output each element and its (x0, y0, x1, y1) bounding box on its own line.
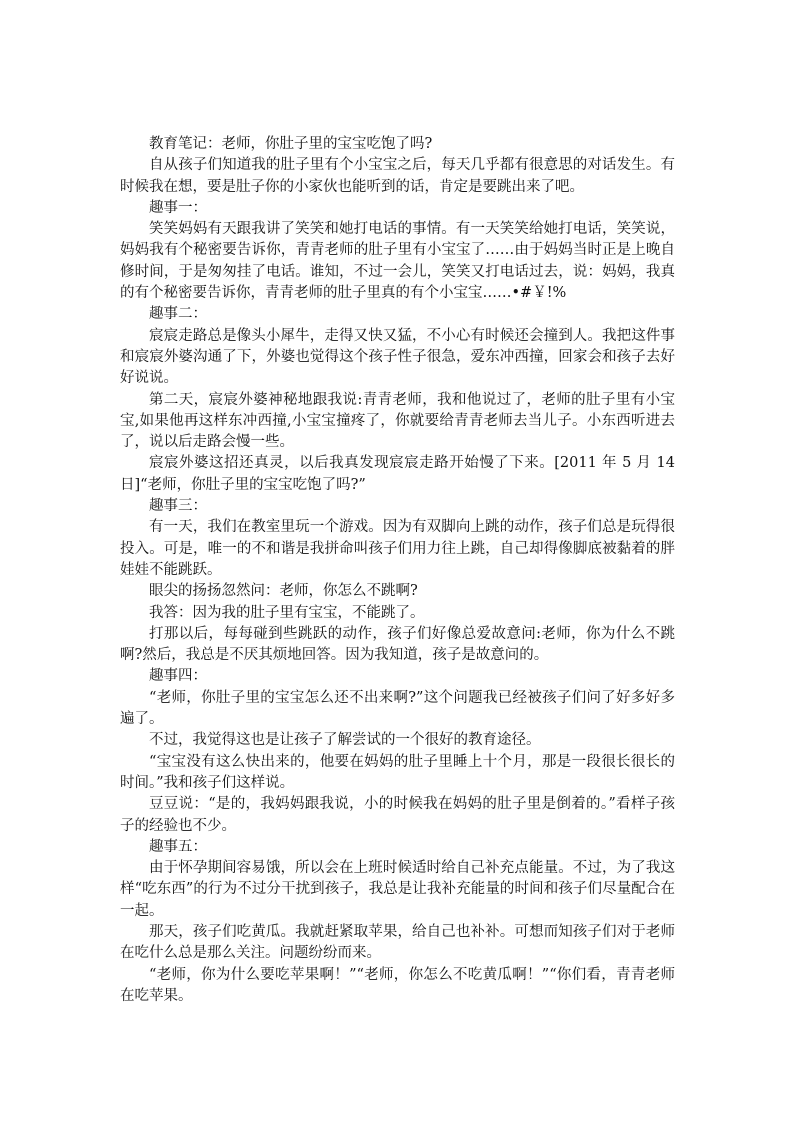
paragraph: 豆豆说：“是的，我妈妈跟我说，小的时候我在妈妈的肚子里是倒着的。”看样子孩子的经验也不少。 (120, 796, 675, 834)
paragraph: 那天，孩子们吃黄瓜。我就赶紧取苹果，给自己也补补。可想而知孩子们对于老师在吃什么总是那么关注。问题纷纷而来。 (120, 923, 675, 962)
paragraph: “老师，你肚子里的宝宝怎么还不出来啊?”这个问题我已经被孩子们问了好多好多遍了。 (120, 689, 675, 728)
paragraph: 眼尖的扬扬忽然问：老师，你怎么不跳啊? (149, 583, 418, 600)
paragraph: “宝宝没有这么快出来的，他要在妈妈的肚子里睡上十个月，那是一段很长很长的时间。”我和孩子们这样说。 (120, 753, 675, 791)
paragraph: 自从孩子们知道我的肚子里有个小宝宝之后，每天几乎都有很意思的对话发生。有时候我在想，要是肚子你的小家伙也能听到的话，肯定是要跳出来了吧。 (120, 157, 675, 195)
section-heading: 趣事二： (149, 306, 207, 323)
paragraph: 宸宸外婆这招还真灵，以后我真发现宸宸走路开始慢了下来。[2011 年 5 月 14 日]“老师，你肚子里的宝宝吃饱了吗?” (120, 455, 675, 493)
document-body (120, 134, 675, 1007)
paragraph: 打那以后，每每碰到些跳跃的动作，孩子们好像总爱故意问:老师，你为什么不跳啊?然后，我总是不厌其烦地回答。因为我知道，孩子是故意问的。 (120, 625, 675, 664)
paragraph: “老师，你为什么要吃苹果啊！”“老师，你怎么不吃黄瓜啊！”“你们看，青青老师在吃苹果。 (120, 966, 675, 1004)
paragraph: 由于怀孕期间容易饿，所以会在上班时候适时给自己补充点能量。不过，为了我这样“吃东西”的行为不过分干扰到孩子，我总是让我补充能量的时间和孩子们尽量配合在一起。 (120, 860, 675, 919)
paragraph: 笑笑妈妈有天跟我讲了笑笑和她打电话的事情。有一天笑笑给她打电话，笑笑说，妈妈我有个秘密要告诉你，青青老师的肚子里有小宝宝了……由于妈妈当时正是上晚自修时间，于是匆匆挂了电话。谁知，不过一会儿，笑笑又打电话过去，说：妈妈，我真的有个秘密要告诉你，青青老师的肚子里真的有个小宝宝……•#￥!% (120, 221, 675, 302)
section-heading: 趣事四： (149, 668, 207, 685)
paragraph: 有一天，我们在教室里玩一个游戏。因为有双脚向上跳的动作，孩子们总是玩得很投入。可是，唯一的不和谐是我拼命叫孩子们用力往上跳，自己却得像脚底被黏着的胖娃娃不能跳跃。 (120, 519, 675, 578)
section-heading: 趣事三： (149, 498, 207, 515)
section-heading: 趣事一： (149, 199, 207, 216)
paragraph: 不过，我觉得这也是让孩子了解尝试的一个很好的教育途径。 (149, 732, 541, 749)
paragraph: 我答：因为我的肚子里有宝宝，不能跳了。 (149, 604, 425, 621)
document-title: 教育笔记：老师，你肚子里的宝宝吃饱了吗? (149, 136, 433, 152)
paragraph: 宸宸走路总是像头小犀牛，走得又快又猛，不小心有时候还会撞到人。我把这件事和宸宸外婆沟通了下，外婆也觉得这个孩子性子很急，爱东冲西撞，回家会和孩子去好好说说。 (120, 327, 675, 387)
section-heading: 趣事五： (149, 838, 207, 855)
paragraph: 第二天，宸宸外婆神秘地跟我说:青青老师，我和他说过了，老师的肚子里有小宝宝,如果他再这样东冲西撞,小宝宝撞疼了，你就要给青青老师去当儿子。小东西听进去了，说以后走路会慢一些。 (120, 391, 675, 451)
